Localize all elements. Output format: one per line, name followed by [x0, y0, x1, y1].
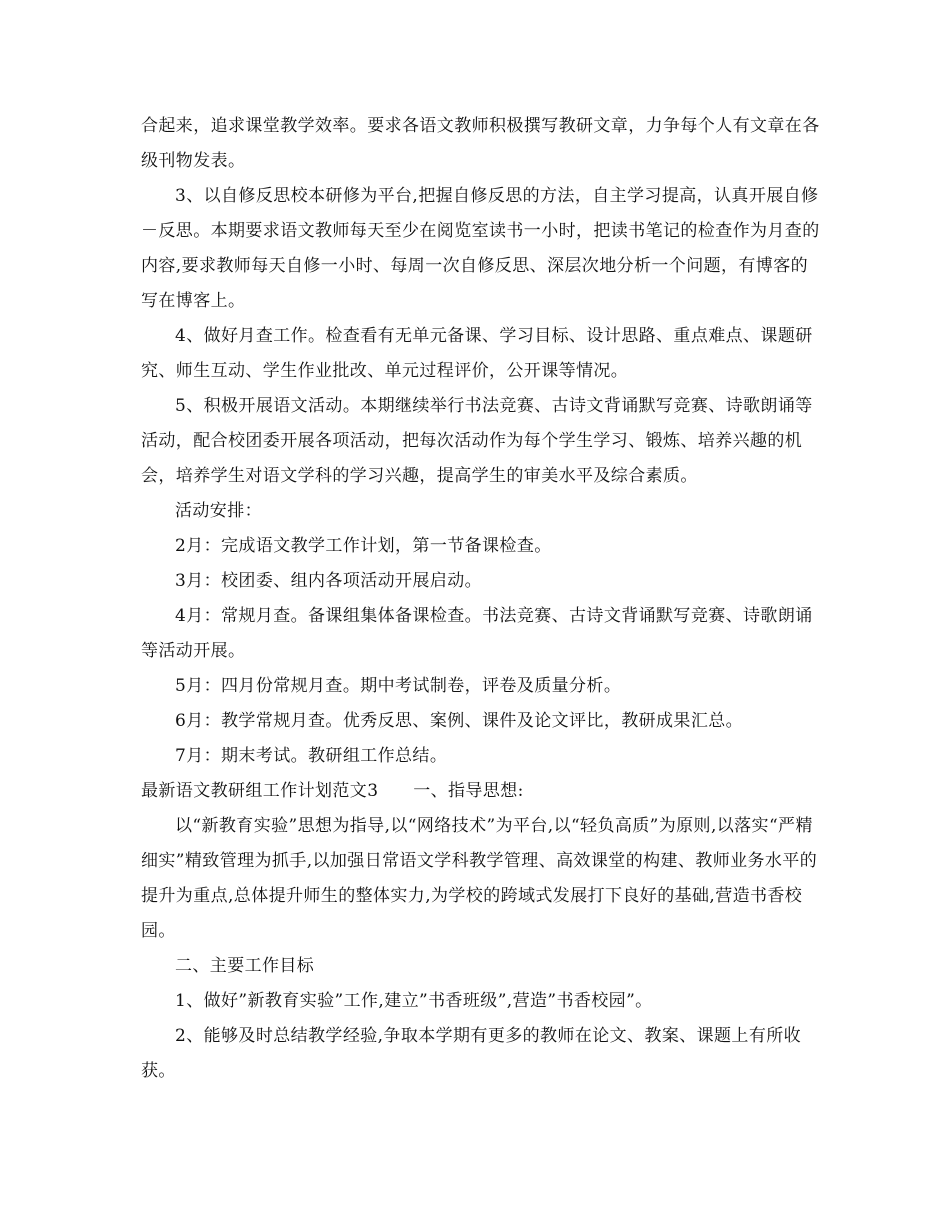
schedule-may: 5月：四月份常规月查。期中考试制卷，评卷及质量分析。	[175, 676, 622, 696]
guiding-thought-paragraph: 以“新教育实验”思想为指导,以“网络技术”为平台,以“轻负高质”为原则,以落实“严精细实”精致管理为抓手,以加强日常语文学科教学管理、高效课堂的构建、教师业务水平的提升为重点,总体提升师生的整体实力,为学校的跨域式发展打下良好的基础,营造书香校园。	[141, 816, 818, 941]
main-goals-heading: 二、主要工作目标	[175, 956, 315, 976]
schedule-june: 6月：教学常规月查。优秀反思、案例、课件及论文评比，教研成果汇总。	[175, 711, 744, 731]
schedule-heading: 活动安排：	[175, 501, 262, 521]
schedule-february: 2月：完成语文教学工作计划，第一节备课检查。	[175, 536, 552, 556]
paragraph-continuation: 合起来，追求课堂教学效率。要求各语文教师积极撰写教研文章，力争每个人有文章在各级刊物发表。	[141, 116, 820, 171]
goal-item-2: 2、能够及时总结教学经验,争取本学期有更多的教师在论文、教案、课题上有所收获。	[141, 1026, 802, 1081]
schedule-july: 7月：期末考试。教研组工作总结。	[175, 746, 448, 766]
goal-item-1: 1、做好”新教育实验”工作,建立”书香班级”,营造”书香校园”。	[175, 991, 653, 1011]
paragraph-item-4: 4、做好月查工作。检查看有无单元备课、学习目标、设计思路、重点难点、课题研究、师生互动、学生作业批改、单元过程评价，公开课等情况。	[141, 326, 813, 381]
schedule-march: 3月：校团委、组内各项活动开展启动。	[175, 571, 483, 591]
document-body	[141, 109, 821, 1089]
schedule-april: 4月：常规月查。备课组集体备课检查。书法竞赛、古诗文背诵默写竞赛、诗歌朗诵等活动开展。	[141, 606, 813, 661]
paragraph-item-3: 3、以自修反思校本研修为平台,把握自修反思的方法，自主学习提高，认真开展自修－反思。本期要求语文教师每天至少在阅览室读书一小时，把读书笔记的检查作为月查的内容,要求教师每天自修一小时、每周一次自修反思、深层次地分析一个问题，有博客的写在博客上。	[141, 186, 820, 311]
paragraph-item-5: 5、积极开展语文活动。本期继续举行书法竞赛、古诗文背诵默写竞赛、诗歌朗诵等活动，配合校团委开展各项活动，把每次活动作为每个学生学习、锻炼、培养兴趣的机会，培养学生对语文学科的学习兴趣，提高学生的审美水平及综合素质。	[141, 396, 813, 486]
section-title: 最新语文教研组工作计划范文3 一、指导思想:	[141, 781, 524, 801]
